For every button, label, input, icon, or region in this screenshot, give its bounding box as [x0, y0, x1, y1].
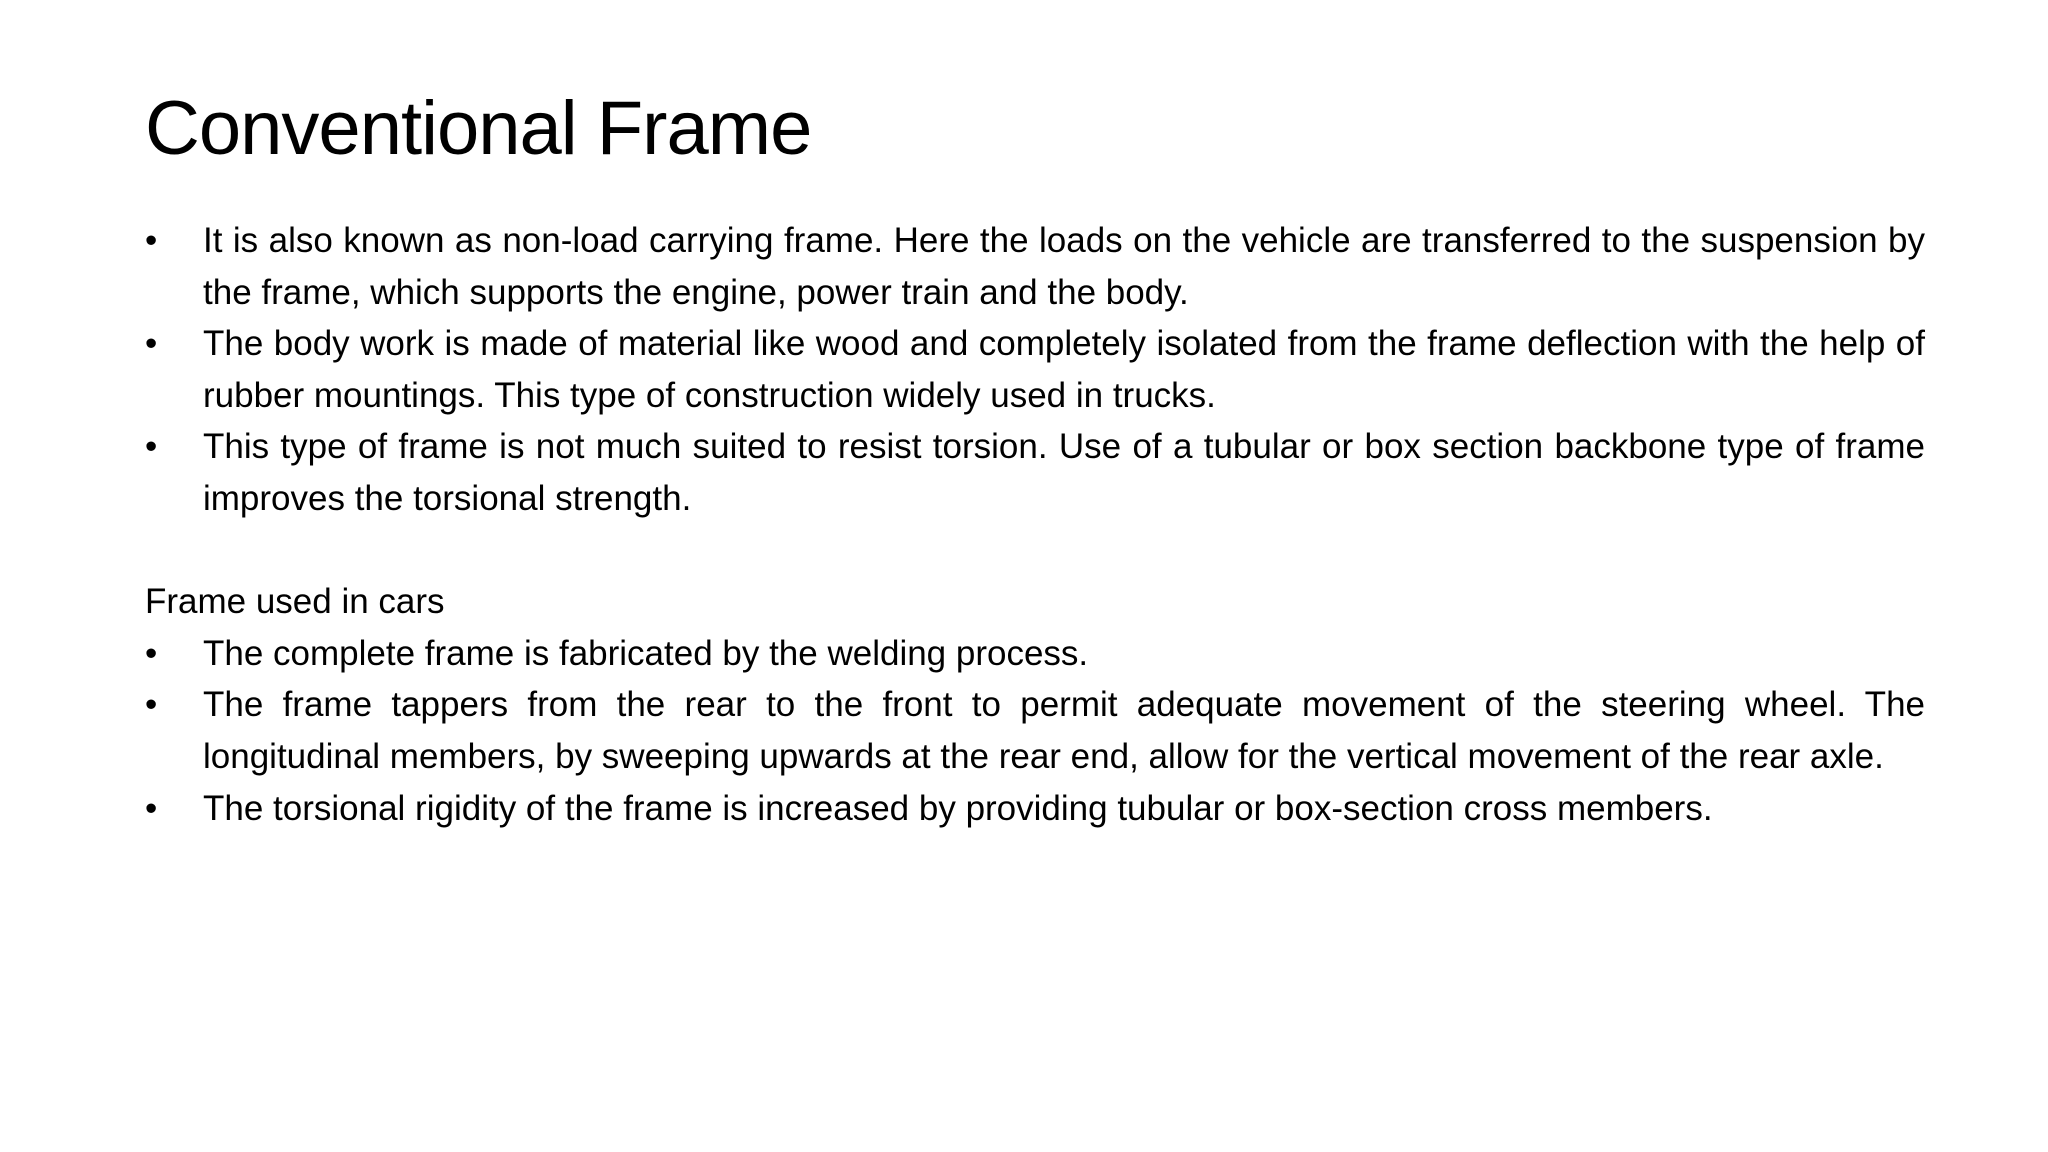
- bullet-item: • The body work is made of material like wood and completely isolated from the frame deflection with the help of rubber mountings. This type of construction widely used in trucks.: [145, 318, 1925, 421]
- bullet-item: • The complete frame is fabricated by the welding process.: [145, 628, 1925, 680]
- paragraph-spacer: [145, 525, 1925, 577]
- bullet-item: • The torsional rigidity of the frame is increased by providing tubular or box-section cross members.: [145, 783, 1925, 835]
- bullet-list-conventional-frame: [145, 215, 1925, 525]
- bullet-item: • The frame tappers from the rear to the front to permit adequate movement of the steering wheel. The longitudinal members, by sweeping upwards at the rear end, allow for the vertical movement of the rear axle.: [145, 679, 1925, 782]
- section-heading: Frame used in cars: [145, 582, 445, 622]
- slide-title: Conventional Frame: [145, 86, 812, 171]
- bullet-item: • This type of frame is not much suited to resist torsion. Use of a tubular or box section backbone type of frame improves the torsional strength.: [145, 421, 1925, 524]
- bullet-list-frame-used-in-cars: [145, 628, 1925, 834]
- bullet-item: • It is also known as non-load carrying frame. Here the loads on the vehicle are transferred to the suspension by the frame, which supports the engine, power train and the body.: [145, 215, 1925, 318]
- slide-content: [145, 215, 1925, 834]
